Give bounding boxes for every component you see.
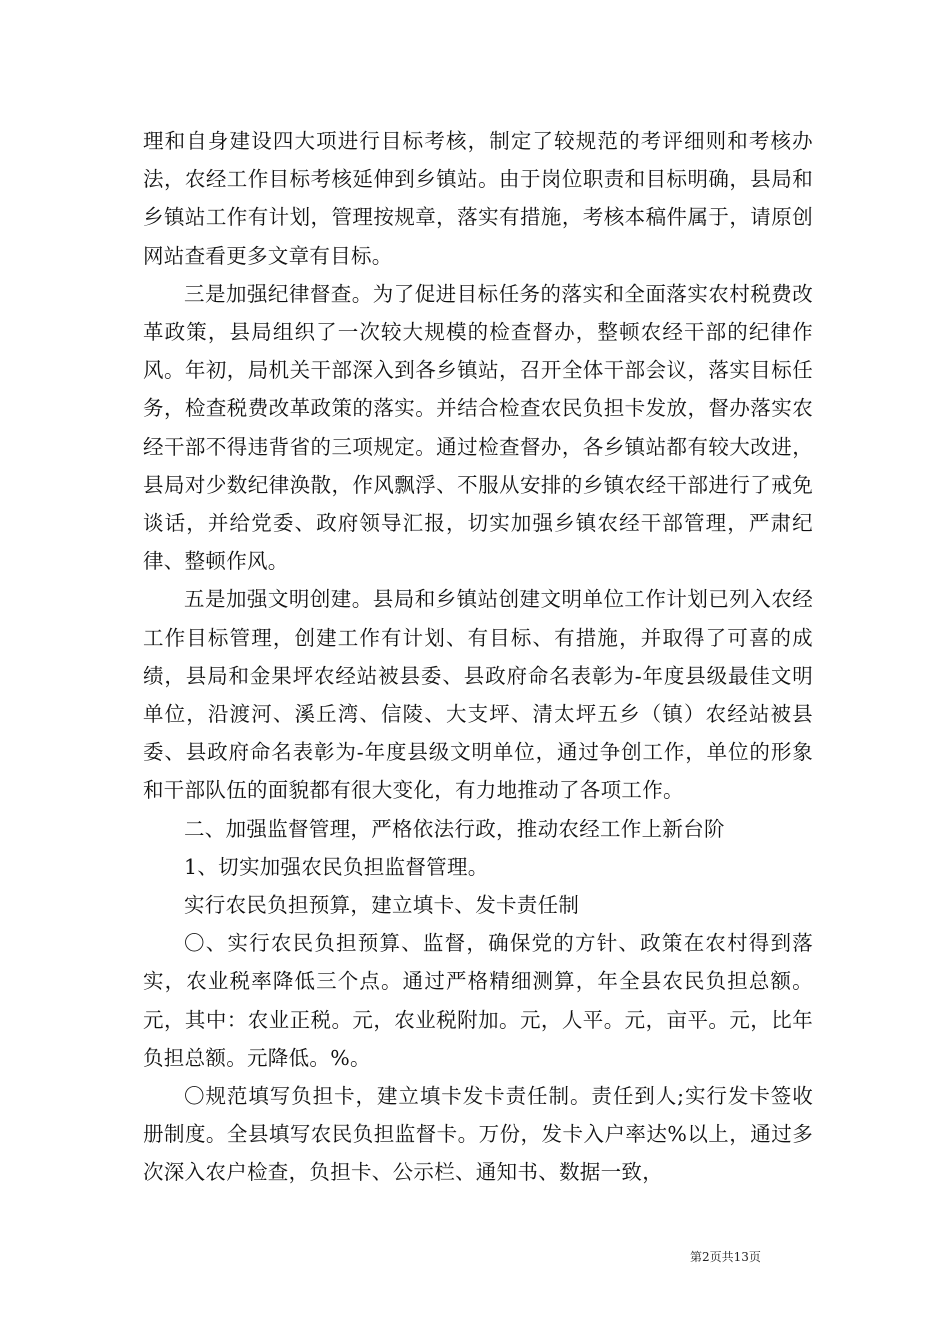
- paragraph-civilization-building: 五是加强文明创建。县局和乡镇站创建文明单位工作计划已列入农经工作目标管理，创建工作有计划、有目标、有措施，并取得了可喜的成绩，县局和金果坪农经站被县委、县政府命名表彰为-年度县级最佳文明单位，沿渡河、溪丘湾、信陵、大支坪、清太坪五乡（镇）农经站被县委、县政府命名表彰为-年度县级文明单位，通过争创工作，单位的形象和干部队伍的面貌都有很大变化，有力地推动了各项工作。: [143, 587, 813, 803]
- paragraph-discipline-inspection: 三是加强纪律督查。为了促进目标任务的落实和全面落实农村税费改革政策，县局组织了一次较大规模的检查督办，整顿农经干部的纪律作风。年初，局机关干部深入到各乡镇站，召开全体干部会议，落实目标任务，检查税费改革政策的落实。并结合检查农民负担卡发放，督办落实农经干部不得违背省的三项规定。通过检查督办，各乡镇站都有较大改进，县局对少数纪律涣散，作风飘浮、不服从安排的乡镇农经干部进行了戒免谈话，并给党委、政府领导汇报，切实加强乡镇农经干部管理，严肃纪律、整顿作风。: [143, 281, 813, 574]
- subheading-farmer-burden: 1、切实加强农民负担监督管理。: [184, 854, 489, 879]
- subheading-budget-card: 实行农民负担预算，建立填卡、发卡责任制: [184, 893, 580, 918]
- paragraph-continuation: 理和自身建设四大项进行目标考核，制定了较规范的考评细则和考核办法，农经工作目标考核延伸到乡镇站。由于岗位职责和目标明确，县局和乡镇站工作有计划，管理按规章，落实有措施，考核本稿件属于，请原创网站查看更多文章有目标。: [143, 129, 813, 268]
- page-number-footer: 第2页共13页: [690, 1250, 761, 1264]
- paragraph-budget-supervision: 〇、实行农民负担预算、监督，确保党的方针、政策在农村得到落实，农业税率降低三个点。通过严格精细测算，年全县农民负担总额。元，其中：农业正税。元，农业税附加。元，人平。元，亩平。元，比年负担总额。元降低。%。: [143, 931, 813, 1070]
- document-body: [143, 122, 813, 1192]
- section-heading-supervision: 二、加强监督管理，严格依法行政，推动农经工作上新台阶: [184, 816, 725, 841]
- paragraph-card-filling: 〇规范填写负担卡，建立填卡发卡责任制。责任到人;实行发卡签收册制度。全县填写农民负担监督卡。万份，发卡入户率达%以上，通过多次深入农户检查，负担卡、公示栏、通知书、数据一致，: [143, 1084, 813, 1185]
